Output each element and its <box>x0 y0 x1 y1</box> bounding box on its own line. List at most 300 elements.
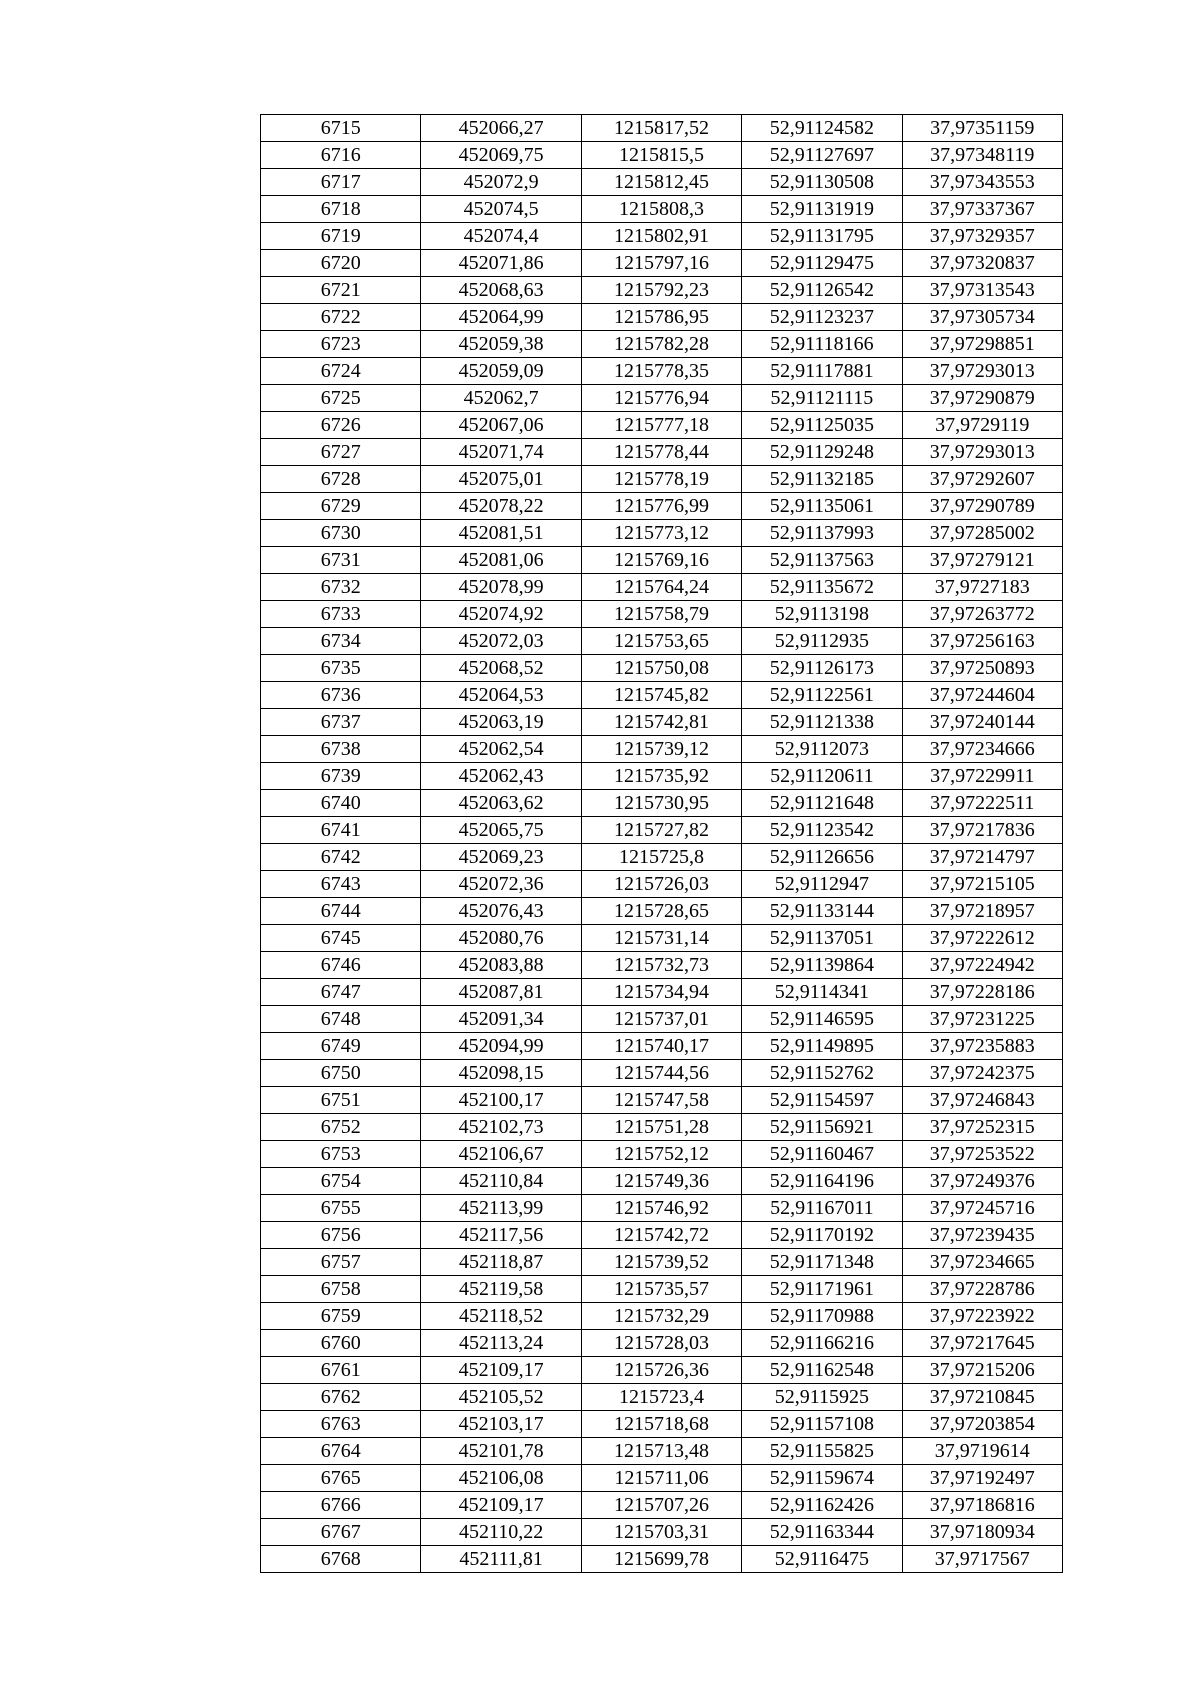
y-coordinate-cell: 1215739,52 <box>581 1249 741 1276</box>
x-coordinate-cell: 452059,38 <box>421 331 581 358</box>
point-number-cell: 6760 <box>261 1330 421 1357</box>
y-coordinate-cell: 1215750,08 <box>581 655 741 682</box>
table-row <box>261 1114 1063 1141</box>
latitude-cell: 52,91137993 <box>742 520 902 547</box>
y-coordinate-cell: 1215786,95 <box>581 304 741 331</box>
longitude-cell: 37,97192497 <box>902 1465 1062 1492</box>
longitude-cell: 37,97320837 <box>902 250 1062 277</box>
point-number-cell: 6729 <box>261 493 421 520</box>
latitude-cell: 52,91131795 <box>742 223 902 250</box>
point-number-cell: 6763 <box>261 1411 421 1438</box>
x-coordinate-cell: 452065,75 <box>421 817 581 844</box>
y-coordinate-cell: 1215812,45 <box>581 169 741 196</box>
table-row <box>261 1384 1063 1411</box>
point-number-cell: 6717 <box>261 169 421 196</box>
longitude-cell: 37,97298851 <box>902 331 1062 358</box>
longitude-cell: 37,97250893 <box>902 655 1062 682</box>
latitude-cell: 52,91132185 <box>742 466 902 493</box>
y-coordinate-cell: 1215817,52 <box>581 115 741 142</box>
table-row <box>261 736 1063 763</box>
table-row <box>261 1249 1063 1276</box>
point-number-cell: 6755 <box>261 1195 421 1222</box>
longitude-cell: 37,97235883 <box>902 1033 1062 1060</box>
latitude-cell: 52,91160467 <box>742 1141 902 1168</box>
longitude-cell: 37,97293013 <box>902 358 1062 385</box>
latitude-cell: 52,91122561 <box>742 682 902 709</box>
y-coordinate-cell: 1215740,17 <box>581 1033 741 1060</box>
x-coordinate-cell: 452111,81 <box>421 1546 581 1573</box>
y-coordinate-cell: 1215749,36 <box>581 1168 741 1195</box>
y-coordinate-cell: 1215726,03 <box>581 871 741 898</box>
latitude-cell: 52,91123542 <box>742 817 902 844</box>
y-coordinate-cell: 1215727,82 <box>581 817 741 844</box>
point-number-cell: 6730 <box>261 520 421 547</box>
latitude-cell: 52,91121648 <box>742 790 902 817</box>
table-row <box>261 1168 1063 1195</box>
table-row <box>261 520 1063 547</box>
latitude-cell: 52,91131919 <box>742 196 902 223</box>
latitude-cell: 52,91171961 <box>742 1276 902 1303</box>
latitude-cell: 52,9113198 <box>742 601 902 628</box>
latitude-cell: 52,9112073 <box>742 736 902 763</box>
y-coordinate-cell: 1215758,79 <box>581 601 741 628</box>
longitude-cell: 37,97263772 <box>902 601 1062 628</box>
latitude-cell: 52,91156921 <box>742 1114 902 1141</box>
y-coordinate-cell: 1215778,44 <box>581 439 741 466</box>
longitude-cell: 37,97234665 <box>902 1249 1062 1276</box>
x-coordinate-cell: 452081,06 <box>421 547 581 574</box>
x-coordinate-cell: 452062,7 <box>421 385 581 412</box>
point-number-cell: 6735 <box>261 655 421 682</box>
x-coordinate-cell: 452109,17 <box>421 1357 581 1384</box>
longitude-cell: 37,97348119 <box>902 142 1062 169</box>
point-number-cell: 6737 <box>261 709 421 736</box>
latitude-cell: 52,9112947 <box>742 871 902 898</box>
point-number-cell: 6723 <box>261 331 421 358</box>
point-number-cell: 6736 <box>261 682 421 709</box>
x-coordinate-cell: 452078,22 <box>421 493 581 520</box>
y-coordinate-cell: 1215730,95 <box>581 790 741 817</box>
y-coordinate-cell: 1215802,91 <box>581 223 741 250</box>
y-coordinate-cell: 1215739,12 <box>581 736 741 763</box>
x-coordinate-cell: 452118,52 <box>421 1303 581 1330</box>
table-row <box>261 331 1063 358</box>
point-number-cell: 6745 <box>261 925 421 952</box>
y-coordinate-cell: 1215735,92 <box>581 763 741 790</box>
x-coordinate-cell: 452072,03 <box>421 628 581 655</box>
longitude-cell: 37,97244604 <box>902 682 1062 709</box>
longitude-cell: 37,97343553 <box>902 169 1062 196</box>
point-number-cell: 6764 <box>261 1438 421 1465</box>
x-coordinate-cell: 452074,5 <box>421 196 581 223</box>
latitude-cell: 52,9112935 <box>742 628 902 655</box>
longitude-cell: 37,9717567 <box>902 1546 1062 1573</box>
table-row <box>261 277 1063 304</box>
longitude-cell: 37,97292607 <box>902 466 1062 493</box>
x-coordinate-cell: 452080,76 <box>421 925 581 952</box>
y-coordinate-cell: 1215732,29 <box>581 1303 741 1330</box>
longitude-cell: 37,97180934 <box>902 1519 1062 1546</box>
point-number-cell: 6742 <box>261 844 421 871</box>
point-number-cell: 6731 <box>261 547 421 574</box>
latitude-cell: 52,91155825 <box>742 1438 902 1465</box>
table-row <box>261 763 1063 790</box>
latitude-cell: 52,91162548 <box>742 1357 902 1384</box>
longitude-cell: 37,97222511 <box>902 790 1062 817</box>
longitude-cell: 37,9719614 <box>902 1438 1062 1465</box>
x-coordinate-cell: 452119,58 <box>421 1276 581 1303</box>
table-row <box>261 115 1063 142</box>
coordinates-table <box>260 114 1063 1573</box>
latitude-cell: 52,91166216 <box>742 1330 902 1357</box>
point-number-cell: 6753 <box>261 1141 421 1168</box>
latitude-cell: 52,91126656 <box>742 844 902 871</box>
x-coordinate-cell: 452074,4 <box>421 223 581 250</box>
latitude-cell: 52,91170192 <box>742 1222 902 1249</box>
point-number-cell: 6719 <box>261 223 421 250</box>
table-row <box>261 1465 1063 1492</box>
longitude-cell: 37,97215105 <box>902 871 1062 898</box>
y-coordinate-cell: 1215723,4 <box>581 1384 741 1411</box>
latitude-cell: 52,91170988 <box>742 1303 902 1330</box>
x-coordinate-cell: 452078,99 <box>421 574 581 601</box>
latitude-cell: 52,91126173 <box>742 655 902 682</box>
point-number-cell: 6727 <box>261 439 421 466</box>
x-coordinate-cell: 452062,54 <box>421 736 581 763</box>
y-coordinate-cell: 1215732,73 <box>581 952 741 979</box>
table-row <box>261 1141 1063 1168</box>
point-number-cell: 6746 <box>261 952 421 979</box>
x-coordinate-cell: 452059,09 <box>421 358 581 385</box>
point-number-cell: 6720 <box>261 250 421 277</box>
y-coordinate-cell: 1215728,65 <box>581 898 741 925</box>
table-row <box>261 1222 1063 1249</box>
latitude-cell: 52,91162426 <box>742 1492 902 1519</box>
x-coordinate-cell: 452118,87 <box>421 1249 581 1276</box>
latitude-cell: 52,91135672 <box>742 574 902 601</box>
latitude-cell: 52,91146595 <box>742 1006 902 1033</box>
longitude-cell: 37,97223922 <box>902 1303 1062 1330</box>
longitude-cell: 37,97228186 <box>902 979 1062 1006</box>
y-coordinate-cell: 1215815,5 <box>581 142 741 169</box>
table-row <box>261 925 1063 952</box>
table-row <box>261 601 1063 628</box>
table-row <box>261 250 1063 277</box>
y-coordinate-cell: 1215726,36 <box>581 1357 741 1384</box>
latitude-cell: 52,91171348 <box>742 1249 902 1276</box>
longitude-cell: 37,97246843 <box>902 1087 1062 1114</box>
longitude-cell: 37,97285002 <box>902 520 1062 547</box>
y-coordinate-cell: 1215751,28 <box>581 1114 741 1141</box>
y-coordinate-cell: 1215752,12 <box>581 1141 741 1168</box>
point-number-cell: 6732 <box>261 574 421 601</box>
x-coordinate-cell: 452109,17 <box>421 1492 581 1519</box>
point-number-cell: 6744 <box>261 898 421 925</box>
point-number-cell: 6749 <box>261 1033 421 1060</box>
x-coordinate-cell: 452091,34 <box>421 1006 581 1033</box>
longitude-cell: 37,97249376 <box>902 1168 1062 1195</box>
longitude-cell: 37,97215206 <box>902 1357 1062 1384</box>
table-row <box>261 682 1063 709</box>
table-row <box>261 1546 1063 1573</box>
point-number-cell: 6756 <box>261 1222 421 1249</box>
table-row <box>261 223 1063 250</box>
x-coordinate-cell: 452106,08 <box>421 1465 581 1492</box>
point-number-cell: 6733 <box>261 601 421 628</box>
longitude-cell: 37,97203854 <box>902 1411 1062 1438</box>
x-coordinate-cell: 452064,53 <box>421 682 581 709</box>
point-number-cell: 6734 <box>261 628 421 655</box>
table-row <box>261 871 1063 898</box>
longitude-cell: 37,97253522 <box>902 1141 1062 1168</box>
point-number-cell: 6715 <box>261 115 421 142</box>
y-coordinate-cell: 1215735,57 <box>581 1276 741 1303</box>
x-coordinate-cell: 452087,81 <box>421 979 581 1006</box>
latitude-cell: 52,91167011 <box>742 1195 902 1222</box>
longitude-cell: 37,97252315 <box>902 1114 1062 1141</box>
table-row <box>261 1438 1063 1465</box>
point-number-cell: 6743 <box>261 871 421 898</box>
longitude-cell: 37,97279121 <box>902 547 1062 574</box>
table-row <box>261 1519 1063 1546</box>
y-coordinate-cell: 1215742,81 <box>581 709 741 736</box>
x-coordinate-cell: 452072,9 <box>421 169 581 196</box>
latitude-cell: 52,91133144 <box>742 898 902 925</box>
longitude-cell: 37,97210845 <box>902 1384 1062 1411</box>
y-coordinate-cell: 1215777,18 <box>581 412 741 439</box>
latitude-cell: 52,91157108 <box>742 1411 902 1438</box>
longitude-cell: 37,97245716 <box>902 1195 1062 1222</box>
y-coordinate-cell: 1215728,03 <box>581 1330 741 1357</box>
longitude-cell: 37,97290789 <box>902 493 1062 520</box>
y-coordinate-cell: 1215734,94 <box>581 979 741 1006</box>
y-coordinate-cell: 1215753,65 <box>581 628 741 655</box>
table-row <box>261 412 1063 439</box>
x-coordinate-cell: 452102,73 <box>421 1114 581 1141</box>
y-coordinate-cell: 1215764,24 <box>581 574 741 601</box>
point-number-cell: 6740 <box>261 790 421 817</box>
table-row <box>261 385 1063 412</box>
table-row <box>261 628 1063 655</box>
latitude-cell: 52,9115925 <box>742 1384 902 1411</box>
longitude-cell: 37,97239435 <box>902 1222 1062 1249</box>
longitude-cell: 37,97242375 <box>902 1060 1062 1087</box>
y-coordinate-cell: 1215745,82 <box>581 682 741 709</box>
table-row <box>261 655 1063 682</box>
latitude-cell: 52,91121115 <box>742 385 902 412</box>
point-number-cell: 6726 <box>261 412 421 439</box>
x-coordinate-cell: 452117,56 <box>421 1222 581 1249</box>
table-row <box>261 439 1063 466</box>
latitude-cell: 52,91125035 <box>742 412 902 439</box>
point-number-cell: 6766 <box>261 1492 421 1519</box>
longitude-cell: 37,97228786 <box>902 1276 1062 1303</box>
table-row <box>261 304 1063 331</box>
table-row <box>261 547 1063 574</box>
x-coordinate-cell: 452101,78 <box>421 1438 581 1465</box>
longitude-cell: 37,97229911 <box>902 763 1062 790</box>
x-coordinate-cell: 452113,99 <box>421 1195 581 1222</box>
y-coordinate-cell: 1215731,14 <box>581 925 741 952</box>
latitude-cell: 52,91152762 <box>742 1060 902 1087</box>
y-coordinate-cell: 1215703,31 <box>581 1519 741 1546</box>
point-number-cell: 6767 <box>261 1519 421 1546</box>
table-row <box>261 493 1063 520</box>
point-number-cell: 6759 <box>261 1303 421 1330</box>
latitude-cell: 52,91163344 <box>742 1519 902 1546</box>
latitude-cell: 52,91123237 <box>742 304 902 331</box>
point-number-cell: 6752 <box>261 1114 421 1141</box>
table-row <box>261 1033 1063 1060</box>
table-row <box>261 1411 1063 1438</box>
table-row <box>261 1006 1063 1033</box>
longitude-cell: 37,97218957 <box>902 898 1062 925</box>
y-coordinate-cell: 1215808,3 <box>581 196 741 223</box>
table-row <box>261 142 1063 169</box>
point-number-cell: 6716 <box>261 142 421 169</box>
longitude-cell: 37,97217836 <box>902 817 1062 844</box>
x-coordinate-cell: 452063,19 <box>421 709 581 736</box>
x-coordinate-cell: 452072,36 <box>421 871 581 898</box>
point-number-cell: 6758 <box>261 1276 421 1303</box>
point-number-cell: 6721 <box>261 277 421 304</box>
longitude-cell: 37,97290879 <box>902 385 1062 412</box>
latitude-cell: 52,9116475 <box>742 1546 902 1573</box>
table-row <box>261 574 1063 601</box>
latitude-cell: 52,91159674 <box>742 1465 902 1492</box>
table-row <box>261 358 1063 385</box>
point-number-cell: 6765 <box>261 1465 421 1492</box>
point-number-cell: 6728 <box>261 466 421 493</box>
point-number-cell: 6725 <box>261 385 421 412</box>
point-number-cell: 6761 <box>261 1357 421 1384</box>
table-row <box>261 169 1063 196</box>
longitude-cell: 37,97186816 <box>902 1492 1062 1519</box>
longitude-cell: 37,97214797 <box>902 844 1062 871</box>
y-coordinate-cell: 1215737,01 <box>581 1006 741 1033</box>
y-coordinate-cell: 1215746,92 <box>581 1195 741 1222</box>
table-row <box>261 1357 1063 1384</box>
latitude-cell: 52,91124582 <box>742 115 902 142</box>
latitude-cell: 52,91129248 <box>742 439 902 466</box>
y-coordinate-cell: 1215707,26 <box>581 1492 741 1519</box>
longitude-cell: 37,9729119 <box>902 412 1062 439</box>
table-row <box>261 1195 1063 1222</box>
y-coordinate-cell: 1215718,68 <box>581 1411 741 1438</box>
point-number-cell: 6738 <box>261 736 421 763</box>
longitude-cell: 37,97231225 <box>902 1006 1062 1033</box>
y-coordinate-cell: 1215713,48 <box>581 1438 741 1465</box>
y-coordinate-cell: 1215797,16 <box>581 250 741 277</box>
table-row <box>261 979 1063 1006</box>
x-coordinate-cell: 452081,51 <box>421 520 581 547</box>
x-coordinate-cell: 452071,74 <box>421 439 581 466</box>
longitude-cell: 37,97234666 <box>902 736 1062 763</box>
table-row <box>261 1303 1063 1330</box>
latitude-cell: 52,91130508 <box>742 169 902 196</box>
latitude-cell: 52,91135061 <box>742 493 902 520</box>
latitude-cell: 52,91149895 <box>742 1033 902 1060</box>
point-number-cell: 6748 <box>261 1006 421 1033</box>
x-coordinate-cell: 452076,43 <box>421 898 581 925</box>
table-row <box>261 196 1063 223</box>
y-coordinate-cell: 1215776,94 <box>581 385 741 412</box>
x-coordinate-cell: 452064,99 <box>421 304 581 331</box>
latitude-cell: 52,91139864 <box>742 952 902 979</box>
x-coordinate-cell: 452069,23 <box>421 844 581 871</box>
y-coordinate-cell: 1215769,16 <box>581 547 741 574</box>
longitude-cell: 37,97222612 <box>902 925 1062 952</box>
point-number-cell: 6718 <box>261 196 421 223</box>
table-row <box>261 1492 1063 1519</box>
table-row <box>261 952 1063 979</box>
coordinates-table-body <box>261 115 1063 1573</box>
longitude-cell: 37,97337367 <box>902 196 1062 223</box>
y-coordinate-cell: 1215725,8 <box>581 844 741 871</box>
x-coordinate-cell: 452110,84 <box>421 1168 581 1195</box>
y-coordinate-cell: 1215742,72 <box>581 1222 741 1249</box>
x-coordinate-cell: 452094,99 <box>421 1033 581 1060</box>
longitude-cell: 37,97305734 <box>902 304 1062 331</box>
longitude-cell: 37,97256163 <box>902 628 1062 655</box>
x-coordinate-cell: 452075,01 <box>421 466 581 493</box>
point-number-cell: 6762 <box>261 1384 421 1411</box>
latitude-cell: 52,91164196 <box>742 1168 902 1195</box>
latitude-cell: 52,91126542 <box>742 277 902 304</box>
point-number-cell: 6747 <box>261 979 421 1006</box>
latitude-cell: 52,91118166 <box>742 331 902 358</box>
longitude-cell: 37,97224942 <box>902 952 1062 979</box>
point-number-cell: 6754 <box>261 1168 421 1195</box>
point-number-cell: 6739 <box>261 763 421 790</box>
x-coordinate-cell: 452100,17 <box>421 1087 581 1114</box>
y-coordinate-cell: 1215747,58 <box>581 1087 741 1114</box>
y-coordinate-cell: 1215776,99 <box>581 493 741 520</box>
table-row <box>261 790 1063 817</box>
x-coordinate-cell: 452106,67 <box>421 1141 581 1168</box>
y-coordinate-cell: 1215782,28 <box>581 331 741 358</box>
longitude-cell: 37,97293013 <box>902 439 1062 466</box>
latitude-cell: 52,91137051 <box>742 925 902 952</box>
point-number-cell: 6751 <box>261 1087 421 1114</box>
point-number-cell: 6750 <box>261 1060 421 1087</box>
x-coordinate-cell: 452103,17 <box>421 1411 581 1438</box>
latitude-cell: 52,91121338 <box>742 709 902 736</box>
x-coordinate-cell: 452063,62 <box>421 790 581 817</box>
table-row <box>261 466 1063 493</box>
table-row <box>261 898 1063 925</box>
table-row <box>261 1330 1063 1357</box>
x-coordinate-cell: 452074,92 <box>421 601 581 628</box>
point-number-cell: 6757 <box>261 1249 421 1276</box>
table-row <box>261 844 1063 871</box>
x-coordinate-cell: 452066,27 <box>421 115 581 142</box>
latitude-cell: 52,91137563 <box>742 547 902 574</box>
point-number-cell: 6768 <box>261 1546 421 1573</box>
latitude-cell: 52,91154597 <box>742 1087 902 1114</box>
x-coordinate-cell: 452069,75 <box>421 142 581 169</box>
x-coordinate-cell: 452067,06 <box>421 412 581 439</box>
latitude-cell: 52,9114341 <box>742 979 902 1006</box>
y-coordinate-cell: 1215773,12 <box>581 520 741 547</box>
table-row <box>261 817 1063 844</box>
longitude-cell: 37,97240144 <box>902 709 1062 736</box>
table-row <box>261 1060 1063 1087</box>
x-coordinate-cell: 452083,88 <box>421 952 581 979</box>
y-coordinate-cell: 1215778,19 <box>581 466 741 493</box>
point-number-cell: 6741 <box>261 817 421 844</box>
x-coordinate-cell: 452110,22 <box>421 1519 581 1546</box>
